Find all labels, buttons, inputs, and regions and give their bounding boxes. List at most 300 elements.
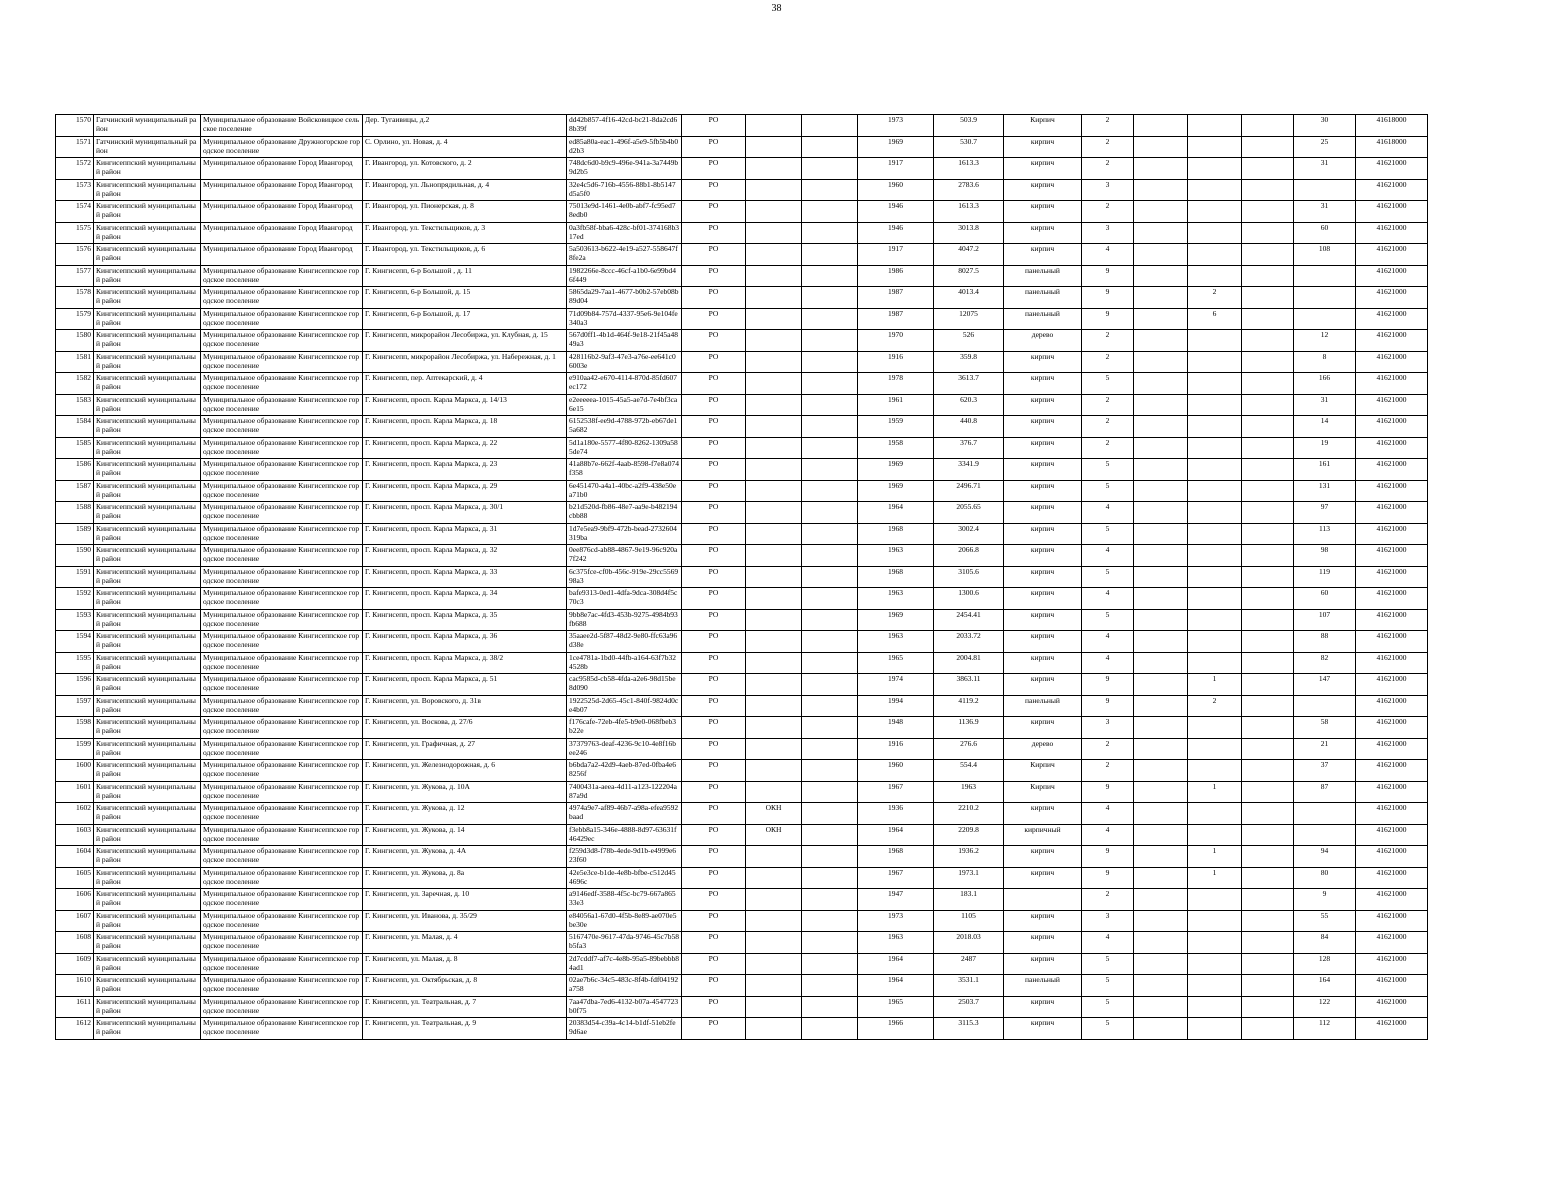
cell-extra-flag — [802, 480, 858, 502]
cell-year-built: 1969 — [858, 609, 934, 631]
cell-col-13 — [1134, 717, 1188, 739]
cell-extra-flag — [802, 996, 858, 1018]
cell-municipality: Муниципальное образование Кингисеппское городское поселение — [201, 566, 363, 588]
cell-district: Кингисеппский муниципальный район — [94, 308, 201, 330]
cell-row-number: 1611 — [56, 996, 94, 1018]
cell-wall-material: кирпич — [1004, 867, 1082, 889]
cell-col-14 — [1188, 502, 1242, 524]
cell-col-14: 1 — [1188, 867, 1242, 889]
cell-area: 2454.41 — [934, 609, 1004, 631]
cell-wall-material: кирпич — [1004, 179, 1082, 201]
cell-col-14 — [1188, 609, 1242, 631]
cell-program-code: РО — [682, 953, 746, 975]
cell-oktmo: 41621000 — [1356, 459, 1428, 481]
cell-heritage-flag — [746, 308, 802, 330]
cell-wall-material: панельный — [1004, 695, 1082, 717]
cell-address: Г. Кингисепп, ул. Воскова, д. 27/6 — [363, 717, 567, 739]
cell-address: С. Орлино, ул. Новая, д. 4 — [363, 136, 567, 158]
cell-heritage-flag — [746, 136, 802, 158]
cell-district: Кингисеппский муниципальный район — [94, 867, 201, 889]
cell-apartments: 108 — [1294, 244, 1356, 266]
cell-area: 4119.2 — [934, 695, 1004, 717]
cell-oktmo: 41621000 — [1356, 437, 1428, 459]
cell-program-code: РО — [682, 115, 746, 137]
cell-heritage-flag — [746, 717, 802, 739]
cell-floors: 5 — [1082, 480, 1134, 502]
cell-program-code: РО — [682, 588, 746, 610]
cell-col-14 — [1188, 566, 1242, 588]
cell-address: Г. Кингисепп, ул. Воровского, д. 31в — [363, 695, 567, 717]
cell-house-guid: f176cafe-72eb-4fe5-b9e0-068fbeb3b22e — [567, 717, 682, 739]
cell-col-15 — [1242, 416, 1294, 438]
cell-house-guid: 5865da29-7aa1-4677-b0b2-57eb08b89d04 — [567, 287, 682, 309]
cell-heritage-flag — [746, 867, 802, 889]
cell-address: Г. Ивангород, ул. Текстильщиков, д. 3 — [363, 222, 567, 244]
table-row — [56, 760, 1428, 782]
cell-row-number: 1605 — [56, 867, 94, 889]
cell-col-13 — [1134, 265, 1188, 287]
cell-wall-material: кирпич — [1004, 996, 1082, 1018]
cell-year-built: 1987 — [858, 308, 934, 330]
cell-extra-flag — [802, 803, 858, 825]
cell-municipality: Муниципальное образование Кингисеппское городское поселение — [201, 910, 363, 932]
cell-col-13 — [1134, 416, 1188, 438]
cell-row-number: 1593 — [56, 609, 94, 631]
cell-wall-material: кирпич — [1004, 158, 1082, 180]
cell-col-14 — [1188, 910, 1242, 932]
cell-floors: 2 — [1082, 738, 1134, 760]
cell-heritage-flag — [746, 545, 802, 567]
cell-house-guid: cac9585d-cb58-4fda-a2e6-98d15be8d090 — [567, 674, 682, 696]
cell-row-number: 1596 — [56, 674, 94, 696]
cell-extra-flag — [802, 115, 858, 137]
cell-area: 4013.4 — [934, 287, 1004, 309]
cell-floors: 5 — [1082, 459, 1134, 481]
table-row — [56, 1018, 1428, 1040]
cell-program-code: РО — [682, 889, 746, 911]
cell-floors: 4 — [1082, 545, 1134, 567]
cell-col-15 — [1242, 459, 1294, 481]
cell-wall-material: кирпич — [1004, 609, 1082, 631]
cell-row-number: 1597 — [56, 695, 94, 717]
cell-col-15 — [1242, 545, 1294, 567]
cell-col-13 — [1134, 953, 1188, 975]
cell-col-15 — [1242, 136, 1294, 158]
cell-floors: 2 — [1082, 889, 1134, 911]
cell-municipality: Муниципальное образование Город Ивангород — [201, 222, 363, 244]
cell-floors: 2 — [1082, 351, 1134, 373]
cell-col-14 — [1188, 588, 1242, 610]
cell-apartments: 112 — [1294, 1018, 1356, 1040]
cell-house-guid: 71d09b84-757d-4337-95e6-9e104fe340a3 — [567, 308, 682, 330]
cell-row-number: 1607 — [56, 910, 94, 932]
page-number: 38 — [771, 3, 782, 14]
cell-heritage-flag — [746, 480, 802, 502]
cell-row-number: 1595 — [56, 652, 94, 674]
cell-program-code: РО — [682, 244, 746, 266]
cell-apartments: 119 — [1294, 566, 1356, 588]
cell-col-13 — [1134, 803, 1188, 825]
cell-col-14 — [1188, 158, 1242, 180]
table-row — [56, 373, 1428, 395]
cell-house-guid: f259d3d8-f78b-4ede-9d1b-e4999e623f60 — [567, 846, 682, 868]
housing-registry-table — [55, 114, 1428, 1040]
cell-oktmo: 41621000 — [1356, 609, 1428, 631]
cell-municipality: Муниципальное образование Город Ивангород — [201, 158, 363, 180]
cell-oktmo: 41621000 — [1356, 803, 1428, 825]
cell-col-14: 2 — [1188, 287, 1242, 309]
cell-house-guid: 1982266e-8ccc-46cf-a1b0-6e99bd46f449 — [567, 265, 682, 287]
cell-oktmo: 41621000 — [1356, 932, 1428, 954]
cell-apartments: 82 — [1294, 652, 1356, 674]
cell-oktmo: 41621000 — [1356, 480, 1428, 502]
cell-year-built: 1916 — [858, 738, 934, 760]
cell-extra-flag — [802, 975, 858, 997]
table-row — [56, 889, 1428, 911]
cell-wall-material: кирпич — [1004, 545, 1082, 567]
cell-area: 8027.5 — [934, 265, 1004, 287]
cell-col-14 — [1188, 738, 1242, 760]
table-row — [56, 222, 1428, 244]
cell-row-number: 1573 — [56, 179, 94, 201]
cell-house-guid: e84056a1-67d0-4f5b-8e89-ae070e5be30e — [567, 910, 682, 932]
cell-apartments: 9 — [1294, 889, 1356, 911]
cell-col-13 — [1134, 351, 1188, 373]
cell-col-15 — [1242, 351, 1294, 373]
cell-extra-flag — [802, 459, 858, 481]
cell-apartments: 8 — [1294, 351, 1356, 373]
cell-wall-material: кирпич — [1004, 136, 1082, 158]
cell-house-guid: 748dc6d0-b9c9-496e-941a-3a7449b9d2b5 — [567, 158, 682, 180]
cell-extra-flag — [802, 1018, 858, 1040]
cell-municipality: Муниципальное образование Город Ивангород — [201, 179, 363, 201]
cell-wall-material: кирпич — [1004, 953, 1082, 975]
cell-oktmo: 41621000 — [1356, 244, 1428, 266]
cell-oktmo: 41621000 — [1356, 846, 1428, 868]
cell-row-number: 1578 — [56, 287, 94, 309]
cell-year-built: 1917 — [858, 244, 934, 266]
cell-row-number: 1575 — [56, 222, 94, 244]
cell-oktmo: 41621000 — [1356, 201, 1428, 223]
cell-wall-material: кирпич — [1004, 459, 1082, 481]
cell-wall-material: панельный — [1004, 287, 1082, 309]
table-row — [56, 588, 1428, 610]
cell-municipality: Муниципальное образование Город Ивангород — [201, 244, 363, 266]
cell-year-built: 1964 — [858, 975, 934, 997]
cell-area: 2066.8 — [934, 545, 1004, 567]
cell-col-14: 1 — [1188, 674, 1242, 696]
cell-apartments: 113 — [1294, 523, 1356, 545]
cell-municipality: Муниципальное образование Кингисеппское городское поселение — [201, 717, 363, 739]
cell-district: Кингисеппский муниципальный район — [94, 158, 201, 180]
cell-col-15 — [1242, 932, 1294, 954]
cell-apartments — [1294, 308, 1356, 330]
cell-row-number: 1583 — [56, 394, 94, 416]
cell-area: 620.3 — [934, 394, 1004, 416]
table-row — [56, 136, 1428, 158]
cell-wall-material: кирпич — [1004, 932, 1082, 954]
cell-extra-flag — [802, 631, 858, 653]
cell-row-number: 1588 — [56, 502, 94, 524]
cell-area: 3341.9 — [934, 459, 1004, 481]
cell-municipality: Муниципальное образование Кингисеппское городское поселение — [201, 480, 363, 502]
cell-row-number: 1599 — [56, 738, 94, 760]
cell-row-number: 1571 — [56, 136, 94, 158]
cell-house-guid: 37379763-deaf-4236-9c10-4e8f16bee246 — [567, 738, 682, 760]
cell-row-number: 1592 — [56, 588, 94, 610]
cell-address: Г. Кингисепп, просп. Карла Маркса, д. 33 — [363, 566, 567, 588]
cell-heritage-flag — [746, 287, 802, 309]
cell-col-14 — [1188, 545, 1242, 567]
cell-heritage-flag — [746, 652, 802, 674]
table-row — [56, 738, 1428, 760]
cell-year-built: 1968 — [858, 523, 934, 545]
cell-apartments: 128 — [1294, 953, 1356, 975]
cell-col-15 — [1242, 910, 1294, 932]
cell-extra-flag — [802, 738, 858, 760]
cell-col-14 — [1188, 437, 1242, 459]
cell-row-number: 1591 — [56, 566, 94, 588]
cell-heritage-flag — [746, 975, 802, 997]
cell-apartments: 87 — [1294, 781, 1356, 803]
cell-col-15 — [1242, 588, 1294, 610]
cell-area: 1105 — [934, 910, 1004, 932]
cell-municipality: Муниципальное образование Кингисеппское городское поселение — [201, 588, 363, 610]
cell-apartments: 88 — [1294, 631, 1356, 653]
cell-wall-material: кирпич — [1004, 437, 1082, 459]
cell-extra-flag — [802, 502, 858, 524]
cell-col-14 — [1188, 244, 1242, 266]
cell-col-13 — [1134, 201, 1188, 223]
cell-extra-flag — [802, 781, 858, 803]
cell-area: 1613.3 — [934, 201, 1004, 223]
cell-apartments — [1294, 179, 1356, 201]
cell-apartments: 14 — [1294, 416, 1356, 438]
cell-oktmo: 41621000 — [1356, 158, 1428, 180]
cell-oktmo: 41621000 — [1356, 265, 1428, 287]
cell-year-built: 1964 — [858, 824, 934, 846]
cell-year-built: 1959 — [858, 416, 934, 438]
cell-floors: 4 — [1082, 803, 1134, 825]
cell-program-code: РО — [682, 846, 746, 868]
cell-house-guid: 02ae7b6c-34c5-483c-8f4b-fdf04192a758 — [567, 975, 682, 997]
cell-year-built: 1987 — [858, 287, 934, 309]
cell-floors: 5 — [1082, 975, 1134, 997]
cell-row-number: 1601 — [56, 781, 94, 803]
cell-col-15 — [1242, 652, 1294, 674]
cell-program-code: РО — [682, 566, 746, 588]
cell-heritage-flag — [746, 996, 802, 1018]
cell-area: 1613.3 — [934, 158, 1004, 180]
cell-municipality: Муниципальное образование Кингисеппское городское поселение — [201, 631, 363, 653]
cell-heritage-flag — [746, 588, 802, 610]
cell-floors: 2 — [1082, 115, 1134, 137]
cell-col-14: 6 — [1188, 308, 1242, 330]
cell-oktmo: 41621000 — [1356, 652, 1428, 674]
cell-floors: 9 — [1082, 265, 1134, 287]
cell-col-13 — [1134, 824, 1188, 846]
cell-wall-material: панельный — [1004, 975, 1082, 997]
cell-oktmo: 41621000 — [1356, 545, 1428, 567]
cell-heritage-flag — [746, 846, 802, 868]
table-row — [56, 308, 1428, 330]
cell-program-code: РО — [682, 631, 746, 653]
cell-col-15 — [1242, 265, 1294, 287]
cell-col-14 — [1188, 760, 1242, 782]
cell-program-code: РО — [682, 652, 746, 674]
cell-municipality: Муниципальное образование Кингисеппское городское поселение — [201, 760, 363, 782]
cell-program-code: РО — [682, 760, 746, 782]
cell-district: Кингисеппский муниципальный район — [94, 373, 201, 395]
cell-area: 526 — [934, 330, 1004, 352]
cell-wall-material: кирпич — [1004, 373, 1082, 395]
cell-col-13 — [1134, 975, 1188, 997]
table-row — [56, 609, 1428, 631]
cell-oktmo: 41621000 — [1356, 867, 1428, 889]
cell-district: Кингисеппский муниципальный район — [94, 889, 201, 911]
cell-district: Кингисеппский муниципальный район — [94, 502, 201, 524]
cell-extra-flag — [802, 136, 858, 158]
cell-year-built: 1967 — [858, 781, 934, 803]
cell-program-code: РО — [682, 803, 746, 825]
cell-house-guid: 4974a9e7-af89-46b7-a98a-efea9592baad — [567, 803, 682, 825]
cell-house-guid: 5167470e-9617-47da-9746-45c7b58b5fa3 — [567, 932, 682, 954]
cell-year-built: 1963 — [858, 545, 934, 567]
cell-district: Кингисеппский муниципальный район — [94, 910, 201, 932]
cell-row-number: 1600 — [56, 760, 94, 782]
cell-address: Г. Кингисепп, просп. Карла Маркса, д. 22 — [363, 437, 567, 459]
cell-program-code: РО — [682, 738, 746, 760]
cell-extra-flag — [802, 222, 858, 244]
cell-municipality: Муниципальное образование Кингисеппское городское поселение — [201, 652, 363, 674]
cell-district: Кингисеппский муниципальный район — [94, 803, 201, 825]
cell-col-13 — [1134, 459, 1188, 481]
cell-house-guid: 6c375fce-cf0b-456c-919e-29cc556998a3 — [567, 566, 682, 588]
cell-extra-flag — [802, 416, 858, 438]
cell-row-number: 1590 — [56, 545, 94, 567]
cell-apartments: 31 — [1294, 394, 1356, 416]
cell-municipality: Муниципальное образование Войсковицкое сельское поселение — [201, 115, 363, 137]
cell-district: Кингисеппский муниципальный район — [94, 824, 201, 846]
cell-row-number: 1598 — [56, 717, 94, 739]
cell-municipality: Муниципальное образование Кингисеппское городское поселение — [201, 545, 363, 567]
cell-district: Гатчинский муниципальный район — [94, 115, 201, 137]
cell-col-13 — [1134, 910, 1188, 932]
cell-heritage-flag — [746, 394, 802, 416]
cell-floors: 3 — [1082, 179, 1134, 201]
table-row — [56, 459, 1428, 481]
cell-apartments: 55 — [1294, 910, 1356, 932]
table-row — [56, 975, 1428, 997]
cell-address: Г. Кингисепп, просп. Карла Маркса, д. 35 — [363, 609, 567, 631]
cell-address: Г. Кингисепп, ул. Жукова, д. 12 — [363, 803, 567, 825]
cell-wall-material — [1004, 889, 1082, 911]
cell-address: Г. Кингисепп, просп. Карла Маркса, д. 34 — [363, 588, 567, 610]
cell-year-built: 1968 — [858, 566, 934, 588]
cell-apartments: 60 — [1294, 222, 1356, 244]
cell-oktmo: 41618000 — [1356, 136, 1428, 158]
cell-col-15 — [1242, 803, 1294, 825]
cell-wall-material: кирпич — [1004, 631, 1082, 653]
cell-col-13 — [1134, 545, 1188, 567]
cell-area: 183.1 — [934, 889, 1004, 911]
cell-oktmo: 41621000 — [1356, 416, 1428, 438]
cell-program-code: РО — [682, 158, 746, 180]
cell-district: Кингисеппский муниципальный район — [94, 717, 201, 739]
cell-extra-flag — [802, 437, 858, 459]
registry-body — [56, 115, 1428, 1040]
cell-area: 2209.8 — [934, 824, 1004, 846]
cell-apartments: 58 — [1294, 717, 1356, 739]
cell-floors: 3 — [1082, 910, 1134, 932]
cell-area: 2210.2 — [934, 803, 1004, 825]
cell-area: 2503.7 — [934, 996, 1004, 1018]
cell-oktmo: 41621000 — [1356, 674, 1428, 696]
cell-apartments: 107 — [1294, 609, 1356, 631]
cell-col-14 — [1188, 394, 1242, 416]
cell-col-14 — [1188, 953, 1242, 975]
cell-program-code: РО — [682, 609, 746, 631]
cell-district: Кингисеппский муниципальный район — [94, 330, 201, 352]
cell-address: Г. Кингисепп, микрорайон Лесобиржа, ул. Набережная, д. 1 — [363, 351, 567, 373]
cell-extra-flag — [802, 308, 858, 330]
cell-house-guid: 20383d54-c39a-4c14-b1df-51eb2fe9d6ae — [567, 1018, 682, 1040]
cell-floors: 9 — [1082, 674, 1134, 696]
cell-extra-flag — [802, 674, 858, 696]
cell-row-number: 1574 — [56, 201, 94, 223]
cell-apartments: 166 — [1294, 373, 1356, 395]
table-row — [56, 910, 1428, 932]
cell-apartments: 19 — [1294, 437, 1356, 459]
cell-program-code: РО — [682, 781, 746, 803]
cell-oktmo: 41621000 — [1356, 179, 1428, 201]
cell-row-number: 1610 — [56, 975, 94, 997]
cell-oktmo: 41621000 — [1356, 781, 1428, 803]
cell-municipality: Муниципальное образование Кингисеппское городское поселение — [201, 265, 363, 287]
cell-row-number: 1572 — [56, 158, 94, 180]
cell-wall-material: кирпич — [1004, 351, 1082, 373]
cell-col-14 — [1188, 1018, 1242, 1040]
cell-house-guid: 35aaee2d-5f87-48d2-9e80-ffc63a96d38e — [567, 631, 682, 653]
cell-year-built: 1964 — [858, 502, 934, 524]
cell-extra-flag — [802, 889, 858, 911]
table-row — [56, 502, 1428, 524]
cell-floors: 5 — [1082, 953, 1134, 975]
cell-apartments: 80 — [1294, 867, 1356, 889]
cell-wall-material: панельный — [1004, 308, 1082, 330]
cell-apartments: 131 — [1294, 480, 1356, 502]
cell-address: Г. Кингисепп, просп. Карла Маркса, д. 29 — [363, 480, 567, 502]
cell-program-code: РО — [682, 287, 746, 309]
table-row — [56, 781, 1428, 803]
cell-wall-material: кирпич — [1004, 717, 1082, 739]
cell-apartments: 31 — [1294, 158, 1356, 180]
cell-oktmo: 41621000 — [1356, 566, 1428, 588]
cell-extra-flag — [802, 695, 858, 717]
cell-col-13 — [1134, 781, 1188, 803]
cell-municipality: Муниципальное образование Кингисеппское городское поселение — [201, 953, 363, 975]
cell-address: Г. Кингисепп, просп. Карла Маркса, д. 36 — [363, 631, 567, 653]
cell-wall-material: кирпич — [1004, 244, 1082, 266]
cell-floors: 3 — [1082, 717, 1134, 739]
cell-year-built: 1973 — [858, 910, 934, 932]
cell-heritage-flag — [746, 932, 802, 954]
cell-program-code: РО — [682, 932, 746, 954]
cell-extra-flag — [802, 523, 858, 545]
cell-address: Г. Кингисепп, просп. Карла Маркса, д. 38/2 — [363, 652, 567, 674]
cell-area: 3613.7 — [934, 373, 1004, 395]
cell-wall-material: кирпич — [1004, 502, 1082, 524]
